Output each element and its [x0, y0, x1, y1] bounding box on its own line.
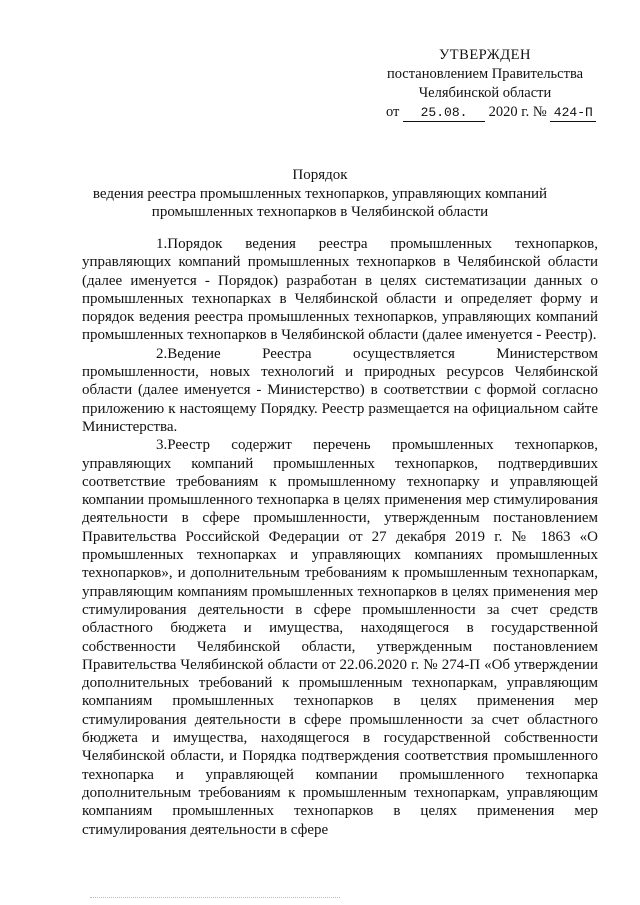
- paragraph-text: Реестр содержит перечень промышленных технопарков, управляющих компаний промышленных технопарков, подтвердивших соответствие требованиям к промышленному технопарку и управляющей компании промышленного технопарка в целях применения мер стимулирования деятельности в сфере промышленности, утвержденным постановлением Правительства Российской Федерации от 27 декабря 2019 г. № 1863 «О промышленных технопарках и управляющих компаниях промышленных технопарков», и дополнительным требованиям к промышленным технопаркам, управляющим компаниям промышленных технопарков в целях применения мер стимулирования деятельности в сфере промышленности за счет средств областного бюджета и имущества, находящегося в государственной собственности Челябинской области, утвержденным постановлением Правительства Челябинской области от 22.06.2020 г. № 274-П «Об утверждении дополнительных требований к промышленным технопаркам, управляющим компаниям промышленных технопарков в целях применения мер стимулирования деятельности в сфере промышленности за счет областного бюджета и имущества, находящегося в государственной собственности Челябинской области, и Порядка подтверждения соответствия промышленного технопарка и управляющей компании промышленного технопарка дополнительным требованиям к промышленным технопаркам, управляющим компаниям промышленных технопарков в целях применения мер стимулирования деятельности в сфере: [82, 437, 598, 838]
- approval-date-line: [360, 103, 610, 122]
- title-line-2: ведения реестра промышленных технопарков, управляющих компаний: [92, 185, 548, 202]
- title-line-3: промышленных технопарков в Челябинской области: [151, 204, 489, 220]
- paragraph: [82, 345, 598, 436]
- paragraph-number: 2.: [156, 345, 168, 362]
- from-label: от: [386, 104, 400, 120]
- paragraph: [82, 235, 598, 345]
- paragraph: [82, 436, 598, 839]
- document-title: [60, 166, 580, 222]
- approval-stamp: [360, 46, 610, 122]
- paragraph-number: 3.: [156, 437, 168, 454]
- document-body: [82, 235, 598, 839]
- paragraph-number: 1.: [156, 236, 168, 252]
- year-label: 2020 г. №: [488, 104, 547, 120]
- approval-region: Челябинской области: [418, 85, 552, 101]
- paragraph-text: Ведение Реестра осуществляется Министерством промышленности, новых технологий и природных ресурсов Челябинской области (далее именуется - Министерство) в соответствии с формой согласно приложению к настоящему Порядку. Реестр размещается на официальном сайте Министерства.: [82, 345, 598, 435]
- approval-number: 424-П: [550, 105, 596, 122]
- title-line-1: Порядок: [292, 167, 348, 183]
- approval-title: УТВЕРЖДЕН: [439, 47, 531, 63]
- approval-authority: постановлением Правительства: [386, 66, 584, 82]
- approval-date: 25.08.: [403, 105, 485, 122]
- scan-edge-line: [90, 897, 340, 898]
- paragraph-text: Порядок ведения реестра промышленных технопарков, управляющих компаний промышленных технопарков в Челябинской области (далее именуется - Порядок) разработан в целях систематизации данных о промышленных технопарках в Челябинской области и определяет форму и порядок ведения реестра промышленных технопарков, управляющих компаний промышленных технопарков в Челябинской области (далее именуется - Реестр).: [82, 236, 598, 344]
